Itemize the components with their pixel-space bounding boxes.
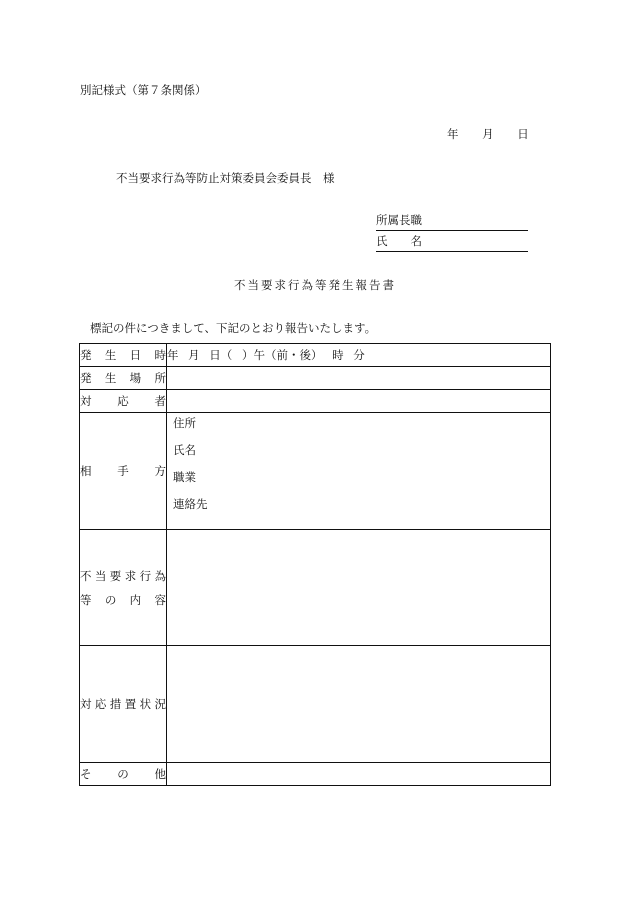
table-row [80, 763, 551, 786]
place-field[interactable] [167, 367, 551, 390]
measure-label: 対応措置状況 [80, 646, 167, 763]
party-subfields [167, 410, 550, 518]
responder-label: 対応者 [80, 390, 167, 413]
document-title: 不当要求行為等発生報告書 [234, 278, 396, 292]
party-field[interactable] [167, 413, 551, 530]
content-label-line-1: 不当要求行為 [80, 568, 166, 583]
table-row [80, 530, 551, 646]
table-row [80, 646, 551, 763]
content-label-line-2: 等の内容 [80, 592, 166, 607]
content-label [80, 530, 167, 646]
sender-name-label: 氏 名 [376, 234, 422, 248]
party-name-label: 氏名 [173, 443, 196, 457]
table-row [80, 344, 551, 367]
sender-affiliation-label: 所属長職 [376, 213, 422, 227]
other-field[interactable] [167, 763, 551, 786]
intro-text: 標記の件につきまして、下記のとおり報告いたします。 [90, 321, 377, 335]
report-table [79, 343, 551, 786]
table-row [80, 367, 551, 390]
content-field[interactable] [167, 530, 551, 646]
party-label: 相手方 [80, 413, 167, 530]
sender-affiliation-field[interactable] [376, 212, 528, 231]
measure-field[interactable] [167, 646, 551, 763]
form-label: 別記様式（第７条関係） [80, 83, 207, 97]
sender-name-field[interactable] [376, 233, 528, 252]
other-label: その他 [80, 763, 167, 786]
place-label: 発生場所 [80, 367, 167, 390]
party-contact-label: 連絡先 [173, 497, 208, 511]
party-occupation-label: 職業 [173, 470, 196, 484]
date-value-field[interactable]: 年 月 日（ ）午（前・後） 時 分 [167, 344, 551, 367]
report-date-line: 年 月 日 [447, 127, 529, 141]
table-row [80, 413, 551, 530]
addressee: 不当要求行為等防止対策委員会委員長 様 [116, 171, 335, 185]
date-label: 発生日時 [80, 344, 167, 367]
party-address-label: 住所 [173, 416, 196, 430]
